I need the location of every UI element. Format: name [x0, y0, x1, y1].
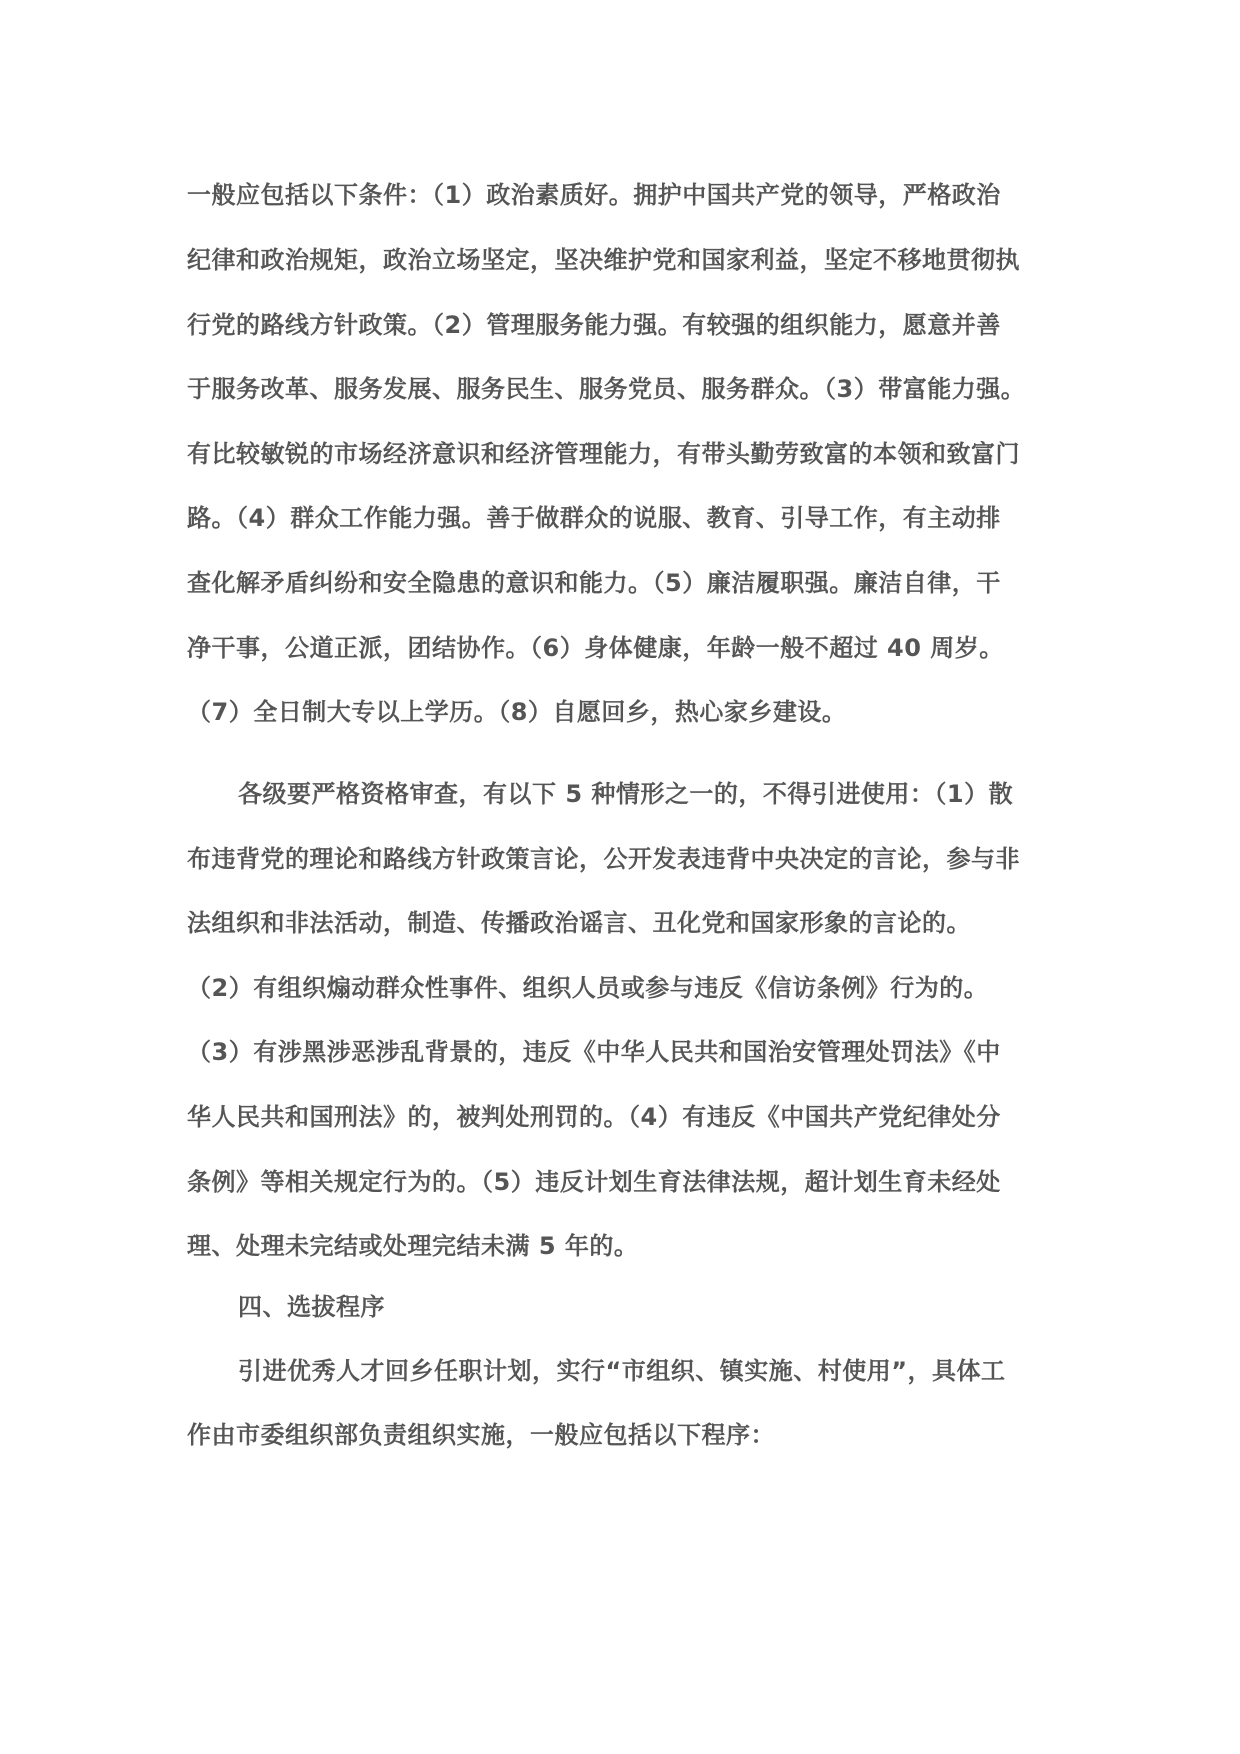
- paragraph-2-line-3: 法组织和非法活动，制造、传播政治谣言、丑化党和国家形象的言论的。: [187, 909, 971, 937]
- paragraph-1-line-3: 行党的路线方针政策。（2）管理服务能力强。有较强的组织能力，愿意并善: [187, 311, 1001, 339]
- paragraph-3-line-2: 作由市委组织部负责组织实施，一般应包括以下程序：: [187, 1421, 775, 1449]
- paragraph-2-line-8: 理、处理未完结或处理完结未满 5 年的。: [187, 1232, 639, 1260]
- paragraph-2-line-2: 布违背党的理论和路线方针政策言论，公开发表违背中央决定的言论，参与非: [187, 845, 1020, 873]
- paragraph-1-line-7: 查化解矛盾纠纷和安全隐患的意识和能力。（5）廉洁履职强。廉洁自律，干: [187, 569, 1001, 597]
- paragraph-2-line-6: 华人民共和国刑法》的，被判处刑罚的。（4）有违反《中国共产党纪律处分: [187, 1103, 1001, 1131]
- paragraph-2-line-7: 条例》等相关规定行为的。（5）违反计划生育法律法规，超计划生育未经处: [187, 1168, 1001, 1196]
- paragraph-1-line-5: 有比较敏锐的市场经济意识和经济管理能力，有带头勤劳致富的本领和致富门: [187, 440, 1020, 468]
- paragraph-1-line-9: （7）全日制大专以上学历。（8）自愿回乡，热心家乡建设。: [187, 698, 847, 726]
- paragraph-2-line-5: （3）有涉黑涉恶涉乱背景的，违反《中华人民共和国治安管理处罚法》《中: [187, 1038, 1001, 1066]
- paragraph-1-line-1: 一般应包括以下条件：（1）政治素质好。拥护中国共产党的领导，严格政治: [187, 181, 1001, 209]
- paragraph-1-line-6: 路。（4）群众工作能力强。善于做群众的说服、教育、引导工作，有主动排: [187, 504, 1001, 532]
- paragraph-1-line-8: 净干事，公道正派，团结协作。（6）身体健康，年龄一般不超过 40 周岁。: [187, 634, 1004, 662]
- section-heading: 四、选拔程序: [238, 1293, 385, 1321]
- paragraph-2-line-1: 各级要严格资格审查，有以下 5 种情形之一的，不得引进使用：（1）散: [238, 780, 1014, 808]
- paragraph-3-line-1: 引进优秀人才回乡任职计划，实行“市组织、镇实施、村使用”，具体工: [238, 1357, 1006, 1385]
- paragraph-1-line-4: 于服务改革、服务发展、服务民生、服务党员、服务群众。（3）带富能力强。: [187, 375, 1026, 403]
- paragraph-2-line-4: （2）有组织煽动群众性事件、组织人员或参与违反《信访条例》行为的。: [187, 974, 989, 1002]
- paragraph-1-line-2: 纪律和政治规矩，政治立场坚定，坚决维护党和国家利益，坚定不移地贯彻执: [187, 246, 1020, 274]
